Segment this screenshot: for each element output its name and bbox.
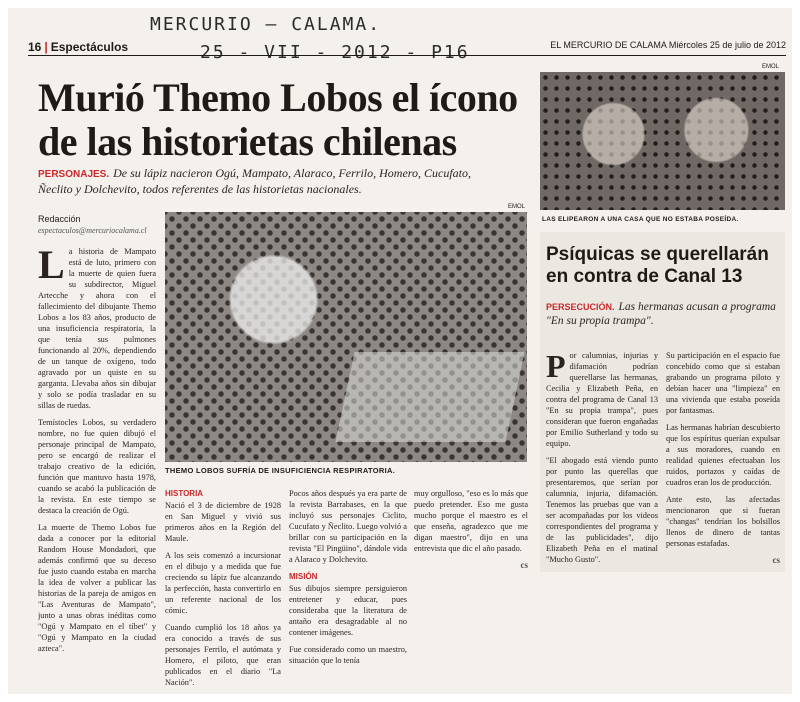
subhead-historia: HISTORIA: [165, 489, 204, 498]
subhead-mision: MISIÓN: [289, 572, 318, 581]
paragraph: Su participación en el espacio fue concebido como que si estaban grabando un programa piloto y debían hacer una "limpieza" en una vivienda que estaba poseída por fantasmas.: [666, 351, 780, 415]
paragraph: La muerte de Themo Lobos fue dada a conocer por la editorial Random House Mondadori, que además confirmó que su deceso fue justo cuando estaba en marcha la idea de volver a publicar las historias de la pareja de amigos en "Las Aventuras de Mampato", junto a unas obras inéditas como "Ogú y Mampato en el tíbet" y "Ogú y Mampato en la ciudad azteca".: [38, 523, 156, 653]
main-deck-tag: PERSONAJES.: [38, 169, 110, 180]
side-photo-caption: LAS ELIPEARON A UNA CASA QUE NO ESTABA POSEÍDA.: [542, 216, 739, 223]
page-header-date: EL MERCURIO DE CALAMA Miércoles 25 de julio de 2012: [550, 40, 786, 50]
side-column-1: [546, 350, 658, 570]
handwritten-date: 25 - VII - 2012 - P16: [200, 42, 470, 63]
paragraph: Las hermanas habrían descubierto que los espíritus querían expulsar a sus moradores, cuando en realidad quienes efectuaban los ruidos, portazos y caídas de cuadros eran los de producción.: [666, 423, 780, 487]
drop-cap: P: [546, 350, 566, 384]
side-headline: Psíquicas se querellarán en contra de Canal 13: [546, 244, 769, 287]
main-column-2: [165, 488, 281, 686]
side-deck-text: Las hermanas acusan a programa "En su propia trampa".: [546, 301, 776, 327]
psychics-photo: [540, 72, 785, 210]
drop-cap: L: [38, 246, 65, 287]
header-rule: [28, 55, 786, 56]
side-photo-credit: EMOL: [762, 64, 780, 70]
paragraph-text: or calumnias, injurias y difamación podrían querellarse las hermanas, Cecilia y Elizabeth Peña, en contra del programa de Canal 13 "En su propia trampa", pues consideran que fueron engañadas por Emilio Sutherland y todo su equipo.: [546, 351, 658, 448]
paragraph: Nació el 3 de diciembre de 1928 en San Miguel y vivió sus primeros años en la Región del Maule.: [165, 501, 281, 543]
side-end-mark: cs: [772, 555, 780, 565]
paragraph-text: a historia de Mampato está de luto, primero con la muerte de quien fuera su subdirector, Miguel Artecche y ahora con el fallecimiento del dibujante Themo Lobos a los 83 años, producto de una insuficiencia respiratoria, la que tenía sus pulmones funcionando al 20%, dependiendo de un tanque de oxígeno, todo agravado por un quiste en su garganta. Llevaba años sin dibujar y solo se podía trasladar en su sillas de ruedas.: [38, 247, 156, 410]
byline-email: espectaculos@mercuriocalama.cl: [38, 226, 147, 235]
paragraph: Temístocles Lobos, su verdadero nombre, no fue quien dibujó el personaje principal de Mampato, pero se encargó de realizar el trabajo creativo de la edición, función que mantuvo hasta 1978, cuando se acabó la publicación de la revista. En este tiempo se destaca la creación de Ogú.: [38, 418, 156, 515]
header-separator: |: [44, 40, 48, 54]
handwritten-source: MERCURIO — CALAMA.: [150, 14, 382, 35]
photo-shading: [335, 352, 524, 442]
paragraph: Fue considerado como un maestro, situación que lo tenía: [289, 645, 407, 665]
paragraph: muy orgulloso, "eso es lo más que puedo pretender. Eso me gusta mucho porque el maestro es el que enseña, agradezco que me digan maestro", dijo en una entrevista que dic el año pasado.: [414, 489, 528, 553]
main-deck-text: De su lápiz nacieron Ogú, Mampato, Alaraco, Ferrilo, Homero, Cucufato, Ñeclito y Dolchevito, todos referentes de las historietas nacionales.: [38, 166, 472, 196]
themo-lobos-photo: [165, 212, 527, 462]
section-name: Espectáculos: [50, 40, 129, 54]
photo-credit: EMOL: [508, 204, 526, 210]
paragraph: [546, 350, 658, 449]
photo-caption: THEMO LOBOS SUFRÍA DE INSUFICIENCIA RESPIRATORIA.: [165, 466, 396, 475]
end-mark: cs: [520, 560, 528, 570]
main-deck: [38, 166, 508, 197]
side-deck-tag: PERSECUCIÓN.: [546, 302, 615, 312]
paragraph: Pocos años después ya era parte de la revista Barrabases, en la que incluyó sus personajes Ciclito, Cucufato y Ñeclito. Luego volvió a brillar con su participación en la revista "El Pingüino", dándole vida a Alaraco y Dolchevito.: [289, 489, 407, 564]
paragraph: "El abogado está viendo punto por punto las querellas que presentaremos, que serían por calumnia, injuria, difamación. Tenemos las pruebas que van a ser acompañadas por los videos correspondientes del programa y de las publicidades", dijo Elizabeth Peña en el matinal "Mucho Gusto".: [546, 456, 658, 564]
main-headline: Murió Themo Lobos el ícono de las historietas chilenas: [38, 75, 518, 164]
paragraph: Cuando cumplió los 18 años ya era conocido a través de sus personajes Ferrilo, el autómata y Homero, el piloto, que eran publicados en el diario "La Nación".: [165, 623, 281, 686]
side-column-2: [666, 350, 780, 570]
paragraph: A los seis comenzó a incursionar en el dibujo y a medida que fue creciendo su lápiz fue alcanzando la perfección, hasta convertirlo en un referente nacional de los cómic.: [165, 551, 281, 615]
paragraph: [38, 246, 156, 411]
page-number: 16: [28, 40, 42, 54]
paragraph: Ante esto, las afectadas mencionaron que si fueran "changas" tendrían los bolsillos llenos de dinero de tantas personas estafadas.: [666, 495, 780, 548]
page-header-section: [28, 40, 128, 54]
byline: Redacción: [38, 214, 81, 224]
main-column-1: [38, 246, 156, 686]
main-column-3: [289, 488, 407, 686]
side-deck: [546, 300, 781, 328]
paragraph: Sus dibujos siempre persiguieron entretener y educar, pues consideraba que la literatura de antaño era desagradable al no contener imágenes.: [289, 584, 407, 637]
main-column-4: [414, 488, 528, 686]
